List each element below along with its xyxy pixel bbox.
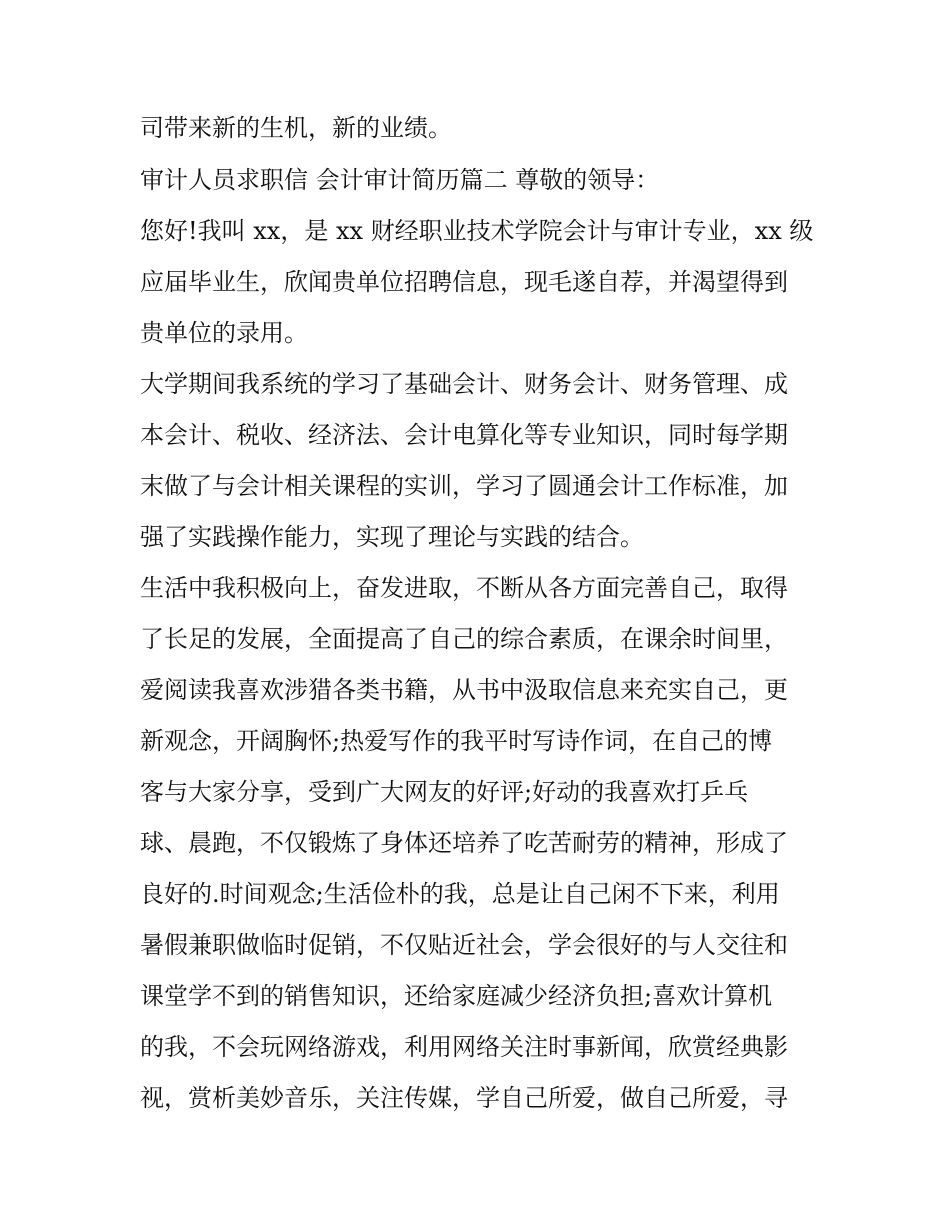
text-line: 课堂学不到的销售知识，还给家庭减少经济负担;喜欢计算机 — [140, 982, 773, 1010]
text-line: 您好!我叫 xx，是 xx 财经职业技术学院会计与审计专业，xx 级 — [140, 217, 814, 245]
text-line: 客与大家分享，受到广大网友的好评;好动的我喜欢打乒乓 — [140, 778, 749, 806]
text-line: 视，赏析美妙音乐，关注传媒，学自己所爱，做自己所爱，寻 — [140, 1084, 788, 1112]
text-line: 司带来新的生机，新的业绩。 — [140, 114, 452, 142]
text-line: 暑假兼职做临时促销，不仅贴近社会，学会很好的与人交往和 — [140, 931, 788, 959]
text-line: 的我，不会玩网络游戏，利用网络关注时事新闻，欣赏经典影 — [140, 1033, 788, 1061]
text-line: 生活中我积极向上，奋发进取，不断从各方面完善自己，取得 — [140, 574, 788, 602]
text-line: 贵单位的录用。 — [140, 319, 308, 347]
text-line: 良好的.时间观念;生活俭朴的我，总是让自己闲不下来，利用 — [140, 880, 780, 908]
text-line: 新观念，开阔胸怀;热爱写作的我平时写诗作词，在自己的博 — [140, 727, 773, 755]
text-line: 球、晨跑，不仅锻炼了身体还培养了吃苦耐劳的精神，形成了 — [140, 829, 788, 857]
text-line: 强了实践操作能力，实现了理论与实践的结合。 — [140, 523, 644, 551]
text-line: 了长足的发展，全面提高了自己的综合素质，在课余时间里， — [140, 625, 788, 653]
text-line: 本会计、税收、经济法、会计电算化等专业知识，同时每学期 — [140, 421, 788, 449]
text-line: 应届毕业生，欣闻贵单位招聘信息，现毛遂自荐，并渴望得到 — [140, 268, 788, 296]
text-line: 末做了与会计相关课程的实训，学习了圆通会计工作标准，加 — [140, 472, 788, 500]
text-line: 大学期间我系统的学习了基础会计、财务会计、财务管理、成 — [140, 370, 788, 398]
text-line: 审计人员求职信 会计审计简历篇二 尊敬的领导： — [140, 166, 660, 194]
text-line: 爱阅读我喜欢涉猎各类书籍，从书中汲取信息来充实自己，更 — [140, 676, 788, 704]
